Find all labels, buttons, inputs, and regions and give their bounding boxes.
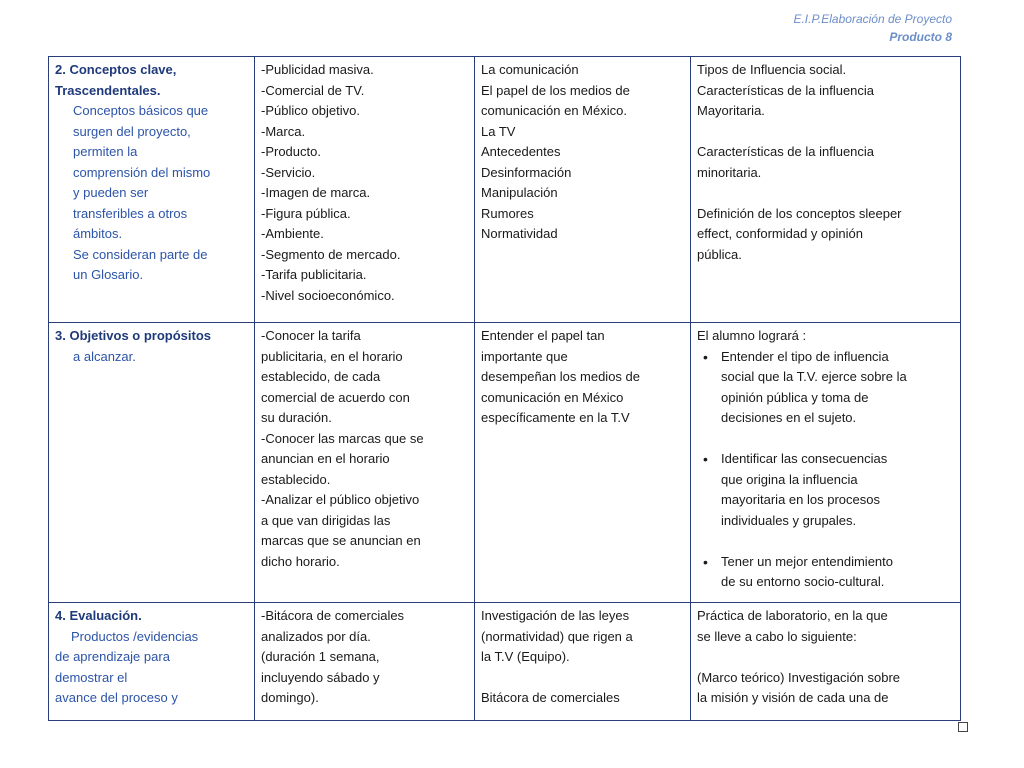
cell-line: importante que <box>481 348 568 364</box>
section-description-line: transferibles a otros <box>73 205 188 221</box>
cell-line: Características de la influencia <box>697 144 875 159</box>
cell-column-3 <box>475 323 691 603</box>
section-title: 3. Objetivos o propósitos <box>55 328 212 343</box>
cell-line: Práctica de laboratorio, en la que <box>697 608 888 623</box>
cell-line: -Imagen de marca. <box>261 185 371 200</box>
section-title: 4. Evaluación. <box>55 608 142 623</box>
cell-line: marcas que se anuncian en <box>261 533 421 548</box>
cell-line: Rumores <box>481 205 534 221</box>
cell-line: específicamente en la T.V <box>481 410 630 425</box>
cell-line: dicho horario. <box>261 553 340 569</box>
cell-column-4 <box>691 603 961 721</box>
cell-line: Investigación de las leyes <box>481 608 630 623</box>
cell-line: analizados por día. <box>261 628 371 644</box>
cell-line: Desinformación <box>481 164 572 180</box>
cell-line: -Servicio. <box>261 164 316 180</box>
cell-line: Normatividad <box>481 226 558 241</box>
cell-line: -Tarifa publicitaria. <box>261 267 367 282</box>
cell-line: -Nivel socioeconómico. <box>261 287 395 303</box>
cell-line: -Comercial de TV. <box>261 82 365 98</box>
row-header-cell <box>49 603 255 721</box>
blank-line <box>481 668 684 689</box>
cell-line: El papel de los medios de <box>481 82 630 98</box>
section-description-line: a alcanzar. <box>73 348 136 364</box>
cell-line: la misión y visión de cada una de <box>697 690 889 705</box>
section-description-line: Productos /evidencias <box>71 628 199 644</box>
objectives-list <box>697 347 954 593</box>
cell-column-2 <box>255 57 475 323</box>
cell-line: su duración. <box>261 410 332 425</box>
header-course-title: E.I.P.Elaboración de Proyecto <box>793 12 952 26</box>
cell-line: comercial de acuerdo con <box>261 389 410 405</box>
cell-line: comunicación en México. <box>481 103 627 118</box>
cell-line: comunicación en México <box>481 389 624 405</box>
cell-line: (duración 1 semana, <box>261 649 380 664</box>
cell-line: incluyendo sábado y <box>261 669 380 685</box>
page-corner-marker <box>958 722 968 732</box>
cell-line: • Identificar las consecuencias <box>721 451 888 466</box>
cell-line: Características de la influencia <box>697 82 875 98</box>
cell-line: Tipos de Influencia social. <box>697 62 847 77</box>
cell-line: -Figura pública. <box>261 205 351 221</box>
cell-line: (normatividad) que rigen a <box>481 628 633 644</box>
cell-line: que origina la influencia <box>721 471 858 487</box>
cell-column-4 <box>691 57 961 323</box>
cell-line: social que la T.V. ejerce sobre la <box>721 369 907 384</box>
list-item <box>721 449 954 531</box>
table-row-conceptos <box>49 57 961 323</box>
cell-line: se lleve a cabo lo siguiente: <box>697 628 857 644</box>
section-description-line: surgen del proyecto, <box>73 123 191 139</box>
cell-line: individuales y grupales. <box>721 512 857 528</box>
cell-line: establecido, de cada <box>261 369 381 384</box>
cell-line: -Conocer las marcas que se <box>261 430 424 446</box>
cell-line: opinión pública y toma de <box>721 389 869 405</box>
section-description-line: demostrar el <box>55 669 128 685</box>
cell-line: -Analizar el público objetivo <box>261 492 420 507</box>
cell-line: publicitaria, en el horario <box>261 348 403 364</box>
cell-column-2 <box>255 323 475 603</box>
table-row-evaluacion <box>49 603 961 721</box>
cell-line: • Tener un mejor entendimiento <box>721 553 893 569</box>
cell-line: -Producto. <box>261 144 321 159</box>
cell-line: Bitácora de comerciales <box>481 690 620 705</box>
cell-line: -Conocer la tarifa <box>261 328 361 343</box>
list-item <box>721 552 954 593</box>
cell-column-3 <box>475 603 691 721</box>
table-row-objetivos <box>49 323 961 603</box>
header-product-label: Producto 8 <box>889 30 952 44</box>
cell-line: a que van dirigidas las <box>261 512 391 528</box>
section-description-line: Conceptos básicos que <box>73 103 209 118</box>
cell-column-2 <box>255 603 475 721</box>
section-title: 2. Conceptos clave, <box>55 62 177 77</box>
cell-line: (Marco teórico) Investigación sobre <box>697 669 901 685</box>
cell-line: -Bitácora de comerciales <box>261 608 405 623</box>
cell-line: Mayoritaria. <box>697 103 765 118</box>
blank-line <box>697 122 954 143</box>
cell-line: -Publicidad masiva. <box>261 62 374 77</box>
project-table <box>48 56 961 721</box>
page-header <box>793 10 952 46</box>
cell-line: La comunicación <box>481 62 579 77</box>
cell-line: la T.V (Equipo). <box>481 649 570 664</box>
section-description-line: permiten la <box>73 144 138 159</box>
cell-line: establecido. <box>261 471 331 487</box>
cell-line: Antecedentes <box>481 144 561 159</box>
cell-line: mayoritaria en los procesos <box>721 492 880 507</box>
section-description-line: de aprendizaje para <box>55 649 170 664</box>
section-description-line: ámbitos. <box>73 226 123 241</box>
section-description-line: un Glosario. <box>73 267 144 282</box>
cell-line: Entender el papel tan <box>481 328 605 343</box>
cell-line: anuncian en el horario <box>261 451 390 466</box>
section-description-line: avance del proceso y <box>55 690 178 705</box>
section-description-line: Se consideran parte de <box>73 246 208 262</box>
cell-line: decisiones en el sujeto. <box>721 410 857 425</box>
cell-line: Definición de los conceptos sleeper <box>697 205 902 221</box>
section-title-continued: Trascendentales. <box>55 82 161 98</box>
cell-line: -Marca. <box>261 123 306 139</box>
objectives-intro: El alumno logrará : <box>697 328 807 343</box>
cell-line: minoritaria. <box>697 164 762 180</box>
cell-line: domingo). <box>261 690 319 705</box>
row-header-cell <box>49 323 255 603</box>
cell-line: -Público objetivo. <box>261 103 360 118</box>
blank-line <box>697 647 954 668</box>
cell-line: -Segmento de mercado. <box>261 246 401 262</box>
cell-line: effect, conformidad y opinión <box>697 226 863 241</box>
list-item <box>721 347 954 429</box>
section-description-line: comprensión del mismo <box>73 164 211 180</box>
cell-line: desempeñan los medios de <box>481 369 640 384</box>
cell-line: La TV <box>481 123 516 139</box>
section-description-line: y pueden ser <box>73 185 149 200</box>
row-header-cell <box>49 57 255 323</box>
cell-line: • Entender el tipo de influencia <box>721 348 889 364</box>
blank-line <box>697 183 954 204</box>
cell-column-3 <box>475 57 691 323</box>
cell-line: -Ambiente. <box>261 226 324 241</box>
cell-column-4 <box>691 323 961 603</box>
cell-line: Manipulación <box>481 185 558 200</box>
cell-line: pública. <box>697 246 742 262</box>
cell-line: de su entorno socio-cultural. <box>721 574 885 589</box>
